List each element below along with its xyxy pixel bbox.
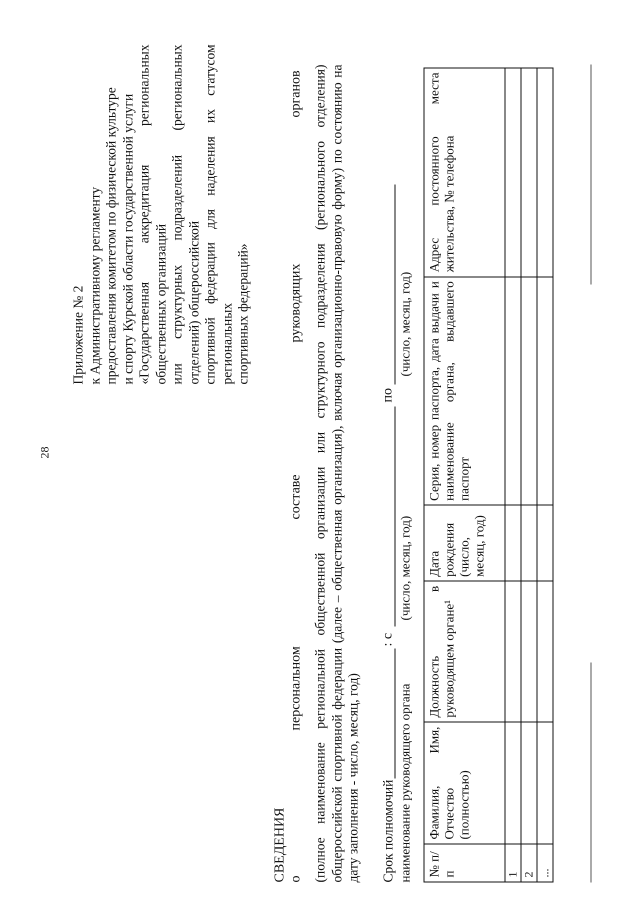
page-number: 28 — [37, 446, 52, 459]
appendix-line: предоставления комитетом по физической культуре — [103, 87, 119, 385]
term-of-office-row — [381, 780, 398, 883]
term-from-label: : с — [380, 632, 396, 647]
organization-description: (полное наименование региональной общественной организации или структурного подразделения (регионального отделения) общероссийской спортивной федерации (далее – общественная организация), включая организационно-правовую форму) по состоянию на дату заполнения - число, месяц, год) — [312, 64, 361, 883]
table-cell[interactable] — [537, 581, 553, 722]
appendix-line: отделений) общероссийской — [186, 220, 201, 385]
term-from-blank — [395, 407, 396, 627]
table-row — [521, 68, 537, 882]
table-cell[interactable] — [537, 722, 553, 844]
table-cell[interactable] — [505, 505, 521, 581]
table-cell[interactable]: ... — [537, 844, 553, 882]
table-cell[interactable] — [521, 722, 537, 844]
appendix-line: спортивных федераций» — [235, 243, 251, 385]
document-heading — [273, 808, 290, 883]
heading-word: органов — [288, 70, 304, 118]
heading-title: СВЕДЕНИЯ — [272, 807, 288, 883]
header-number: № п/п — [424, 844, 505, 882]
header-address: Адрес постоянного места жительства, № телефона — [424, 68, 505, 277]
footnote-rule — [591, 663, 592, 883]
table-cell[interactable] — [521, 581, 537, 722]
table-cell[interactable]: 1 — [505, 844, 521, 882]
appendix-line: к Административному регламенту — [87, 186, 102, 385]
appendix-line: и спорту Курской области государственной услуги — [120, 93, 135, 385]
heading-word: персональном — [288, 646, 304, 731]
date-hint-from: (число, месяц, год) — [397, 515, 413, 621]
table-cell[interactable] — [537, 505, 553, 581]
appendix-line: «Государственная аккредитация региональных — [136, 44, 152, 385]
table-cell[interactable] — [537, 68, 553, 277]
footnote-rule — [591, 65, 592, 285]
rotated-document-page — [1, 0, 640, 905]
table-cell[interactable] — [521, 68, 537, 277]
heading-word: составе — [288, 474, 304, 520]
table-cell[interactable] — [505, 277, 521, 506]
header-full-name: Фамилия, Имя, Отчество (полностью) — [424, 722, 505, 844]
table-cell[interactable] — [537, 277, 553, 506]
table-cell[interactable] — [505, 68, 521, 277]
term-to-label: по — [380, 388, 396, 403]
table-cell[interactable] — [505, 581, 521, 722]
header-passport: Серия, номер паспорта, дата выдачи и наименование органа, выдавшего паспорт — [424, 277, 505, 506]
header-position: Должность в руководящем органе¹ — [424, 581, 505, 722]
date-hint-to: (число, месяц, год) — [397, 271, 413, 377]
table-cell[interactable] — [521, 505, 537, 581]
appendix-line: спортивной федерации для наделения их статусом — [202, 44, 218, 385]
header-birth-date: Дата рождения (число, месяц, год) — [424, 505, 505, 581]
table-row — [537, 68, 553, 882]
appendix-line: или структурных подразделений (региональных — [169, 44, 185, 385]
heading-word: руководящих — [288, 263, 304, 343]
table-cell[interactable]: 2 — [521, 844, 537, 882]
table-header-row — [424, 68, 505, 882]
table-row — [505, 68, 521, 882]
appendix-line: региональных — [219, 302, 234, 385]
term-label: Срок полномочий — [380, 779, 396, 883]
table-cell[interactable] — [505, 722, 521, 844]
personnel-table — [424, 68, 554, 883]
table-cell[interactable] — [521, 277, 537, 506]
term-body-blank — [395, 649, 396, 779]
term-to-blank — [395, 185, 396, 385]
appendix-line: Приложение № 2 — [70, 285, 86, 385]
body-name-hint: наименование руководящего органа — [397, 683, 413, 883]
appendix-line: общественных организаций — [153, 223, 168, 385]
heading-word: о — [288, 875, 304, 883]
appendix-header — [71, 45, 253, 385]
